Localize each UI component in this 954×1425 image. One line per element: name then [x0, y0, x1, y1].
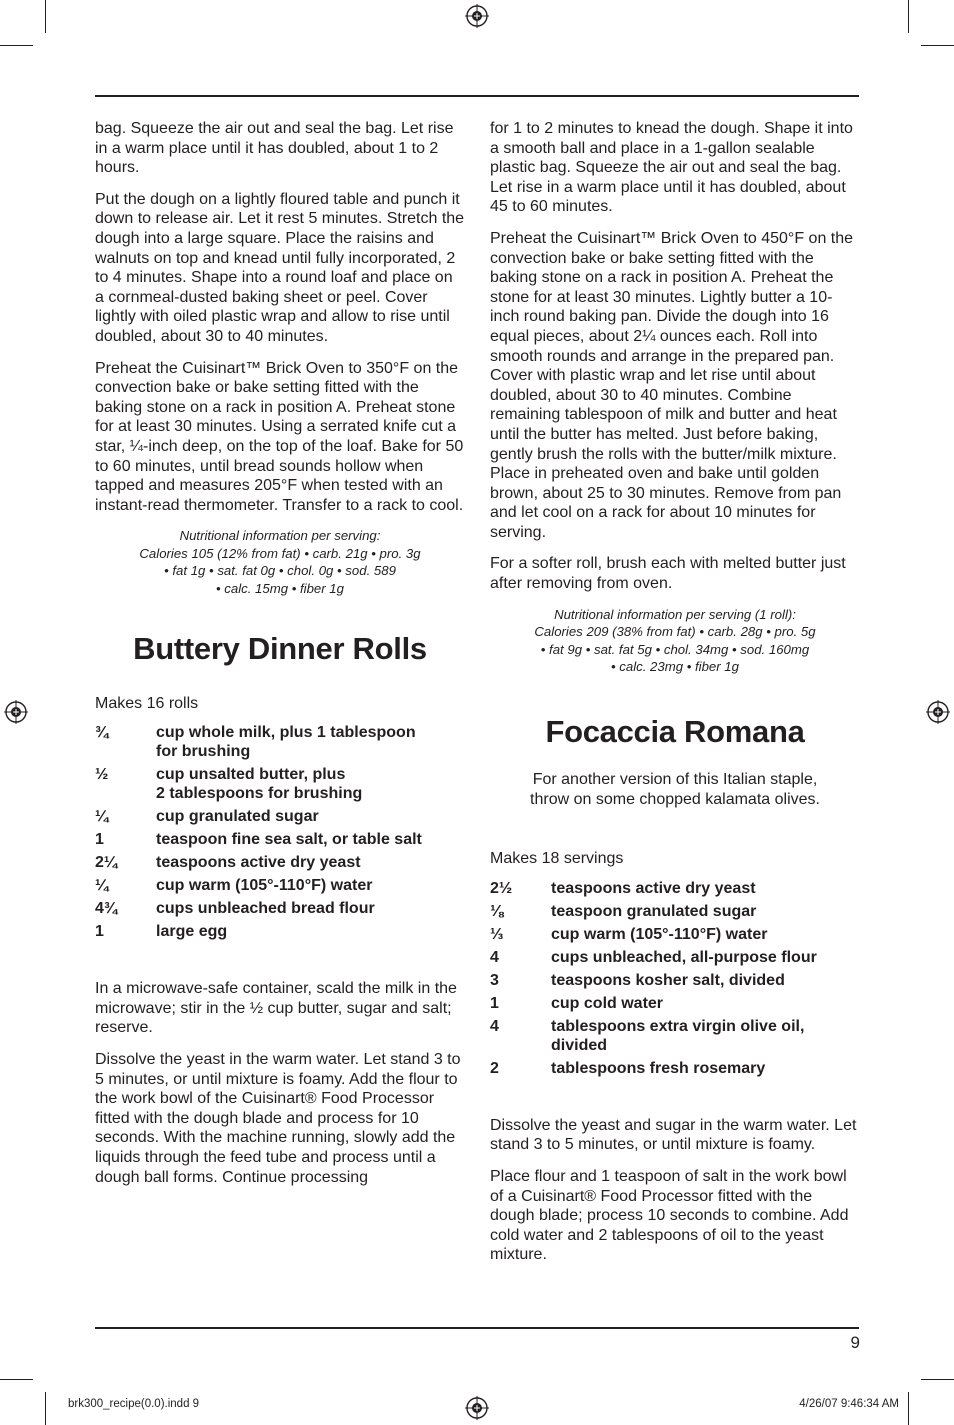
- nutrition-line: Calories 209 (38% from fat) • carb. 28g • pro. 5g: [534, 624, 816, 640]
- body-paragraph: Preheat the Cuisinart™ Brick Oven to 450°F on the convection bake or bake setting fitted with the baking stone on a rack in position A. Preheat the stone for at least 30 minutes. Lightly butter a 10-inch round baking pan. Divide the dough into 16 equal pieces, about 2¼ ounces each. Roll into smooth rounds and arrange in the prepared pan. Cover with plastic wrap and let rise until about doubled, about 30 to 40 minutes. Combine remaining tablespoon of milk and butter and heat until the butter has melted. Just before baking, gently brush the rolls with the butter/milk mixture. Place in preheated oven and bake until golden brown, about 25 to 30 minutes. Remove from pan and let cool on a rack for about 10 minutes for serving.: [490, 229, 854, 541]
- ingredient-qty: 2: [490, 1059, 499, 1077]
- ingredient-item: [490, 1059, 860, 1078]
- recipe-title: Focaccia Romana: [545, 714, 805, 750]
- registration-mark-icon: [465, 4, 489, 28]
- ingredient-qty: ⅓: [490, 925, 504, 943]
- ingredient-item: [95, 922, 465, 941]
- nutrition-line: • calc. 15mg • fiber 1g: [216, 581, 344, 597]
- body-paragraph: bag. Squeeze the air out and seal the bag. Let rise in a warm place until it has doubled, about 1 to 2 hours.: [95, 120, 454, 177]
- ingredient-qty: 2½: [490, 879, 513, 897]
- crop-mark: [921, 1379, 954, 1380]
- ingredient-text: teaspoons active dry yeast: [551, 879, 756, 897]
- ingredient-text: cup cold water: [551, 994, 664, 1012]
- body-paragraph: Preheat the Cuisinart™ Brick Oven to 350°F on the convection bake or bake setting fitted with the baking stone on a rack in position A. Preheat stone for at least 30 minutes. Using a serrated knife cut a star, ¼-inch deep, on the top of the loaf. Bake for 50 to 60 minutes, until bread sounds hollow when tapped and measures 205°F when tested with an instant-read thermometer. Transfer to a rack to cool.: [95, 359, 464, 514]
- body-paragraph: For a softer roll, brush each with melted butter just after removing from oven.: [490, 555, 846, 593]
- ingredient-text: cup whole milk, plus 1 tablespoon: [156, 724, 416, 742]
- ingredient-qty: 4: [490, 1017, 499, 1035]
- intro-line: throw on some chopped kalamata olives.: [530, 790, 820, 808]
- slug-timestamp: 4/26/07 9:46:34 AM: [799, 1398, 899, 1410]
- ingredient-text: cups unbleached bread flour: [156, 900, 375, 918]
- nutrition-line: Nutritional information per serving (1 roll):: [554, 606, 796, 622]
- ingredient-qty: 1: [95, 923, 104, 941]
- header-rule: [95, 95, 859, 97]
- footer-rule: [95, 1327, 859, 1329]
- intro-line: For another version of this Italian staple,: [532, 771, 818, 789]
- ingredient-text: cups unbleached, all-purpose flour: [551, 948, 817, 966]
- ingredient-text: cup unsalted butter, plus: [156, 766, 346, 784]
- ingredient-text: cup warm (105°-110°F) water: [156, 877, 373, 895]
- right-column: [490, 119, 860, 1277]
- direction-paragraph: Dissolve the yeast and sugar in the warm water. Let stand 3 to 5 minutes, or until mixture is foamy.: [490, 1116, 857, 1154]
- yield: Makes 16 rolls: [95, 694, 199, 712]
- nutrition-line: Calories 105 (12% from fat) • carb. 21g • pro. 3g: [139, 545, 421, 561]
- ingredient-text: 2 tablespoons for brushing: [156, 785, 363, 803]
- ingredient-list: [490, 879, 860, 1078]
- registration-mark-icon: [926, 700, 950, 724]
- ingredient-qty: ⅛: [490, 902, 504, 920]
- ingredient-item: [490, 902, 860, 921]
- crop-mark: [0, 1379, 33, 1380]
- ingredient-item: [490, 1017, 860, 1055]
- crop-mark: [45, 0, 46, 33]
- ingredient-item: [95, 723, 465, 761]
- ingredient-text: cup warm (105°-110°F) water: [551, 925, 768, 943]
- ingredient-qty: 2¼: [95, 854, 118, 872]
- crop-mark: [908, 1392, 909, 1425]
- ingredient-item: [490, 879, 860, 898]
- nutrition-line: • fat 1g • sat. fat 0g • chol. 0g • sod. 589: [164, 563, 396, 579]
- registration-mark-icon: [465, 1396, 489, 1420]
- nutrition-line: Nutritional information per serving:: [179, 528, 381, 544]
- ingredient-text: divided: [551, 1036, 608, 1054]
- crop-mark: [921, 45, 954, 46]
- slug-filename: brk300_recipe(0.0).indd 9: [68, 1398, 200, 1410]
- ingredient-item: [95, 807, 465, 826]
- recipe-title: Buttery Dinner Rolls: [133, 630, 427, 666]
- ingredient-qty: 3: [490, 971, 499, 989]
- ingredient-text: teaspoons active dry yeast: [156, 854, 361, 872]
- ingredient-qty: ¼: [95, 808, 109, 826]
- nutrition-line: • calc. 23mg • fiber 1g: [611, 659, 739, 675]
- ingredient-qty: ½: [95, 766, 109, 784]
- crop-mark: [0, 45, 33, 46]
- ingredient-qty: 4: [490, 948, 499, 966]
- ingredient-qty: 1: [490, 994, 499, 1012]
- ingredient-item: [490, 971, 860, 990]
- ingredient-text: teaspoon granulated sugar: [551, 902, 757, 920]
- registration-mark-icon: [4, 700, 28, 724]
- ingredient-qty: ¾: [95, 724, 109, 742]
- nutrition-info: [95, 527, 465, 597]
- ingredient-item: [490, 948, 860, 967]
- ingredient-text: teaspoons kosher salt, divided: [551, 971, 785, 989]
- ingredient-qty: ¼: [95, 877, 109, 895]
- recipe-intro: [490, 770, 860, 809]
- ingredient-list: [95, 723, 465, 941]
- ingredient-qty: 1: [95, 831, 104, 849]
- body-paragraph: for 1 to 2 minutes to knead the dough. Shape it into a smooth ball and place in a 1-gallon sealable plastic bag. Squeeze the air out and seal the bag. Let rise in a warm place until it has doubled, about 45 to 60 minutes.: [490, 120, 853, 216]
- page-number: 9: [850, 1333, 860, 1352]
- direction-paragraph: Dissolve the yeast in the warm water. Let stand 3 to 5 minutes, or until mixture is foamy. Add the flour to the work bowl of the Cuisinart® Food Processor fitted with the dough blade and process for 10 seconds. With the machine running, slowly add the liquids through the feed tube and process until a dough ball forms. Continue processing: [95, 1051, 461, 1186]
- crop-mark: [908, 0, 909, 33]
- ingredient-qty: 4¾: [95, 900, 118, 918]
- yield: Makes 18 servings: [490, 850, 624, 868]
- ingredient-item: [490, 994, 860, 1013]
- ingredient-text: tablespoons fresh rosemary: [551, 1059, 766, 1077]
- crop-mark: [45, 1392, 46, 1425]
- direction-paragraph: In a microwave-safe container, scald the milk in the microwave; stir in the ½ cup butter, sugar and salt; reserve.: [95, 980, 457, 1037]
- ingredient-text: teaspoon fine sea salt, or table salt: [156, 831, 422, 849]
- direction-paragraph: Place flour and 1 teaspoon of salt in the work bowl of a Cuisinart® Food Processor fitted with the dough blade; process 10 seconds to combine. Add cold water and 2 tablespoons of oil to the yeast mixture.: [490, 1168, 849, 1264]
- ingredient-item: [95, 853, 465, 872]
- ingredient-text: tablespoons extra virgin olive oil,: [551, 1017, 805, 1035]
- ingredient-text: large egg: [156, 923, 228, 941]
- ingredient-text: cup granulated sugar: [156, 808, 319, 826]
- ingredient-item: [490, 925, 860, 944]
- ingredient-item: [95, 899, 465, 918]
- ingredient-item: [95, 876, 465, 895]
- ingredient-item: [95, 765, 465, 803]
- left-column: [95, 119, 465, 1199]
- ingredient-text: for brushing: [156, 743, 251, 761]
- ingredient-item: [95, 830, 465, 849]
- body-paragraph: Put the dough on a lightly floured table and punch it down to release air. Let it rest 5 minutes. Stretch the dough into a large square. Place the raisins and walnuts on top and knead until fully incorporated, 2 to 4 minutes. Shape into a round loaf and place on a cornmeal-dusted baking sheet or peel. Cover lightly with oiled plastic wrap and allow to rise until doubled, about 30 to 40 minutes.: [95, 190, 465, 345]
- nutrition-line: • fat 9g • sat. fat 5g • chol. 34mg • sod. 160mg: [540, 641, 810, 657]
- nutrition-info: [490, 606, 860, 676]
